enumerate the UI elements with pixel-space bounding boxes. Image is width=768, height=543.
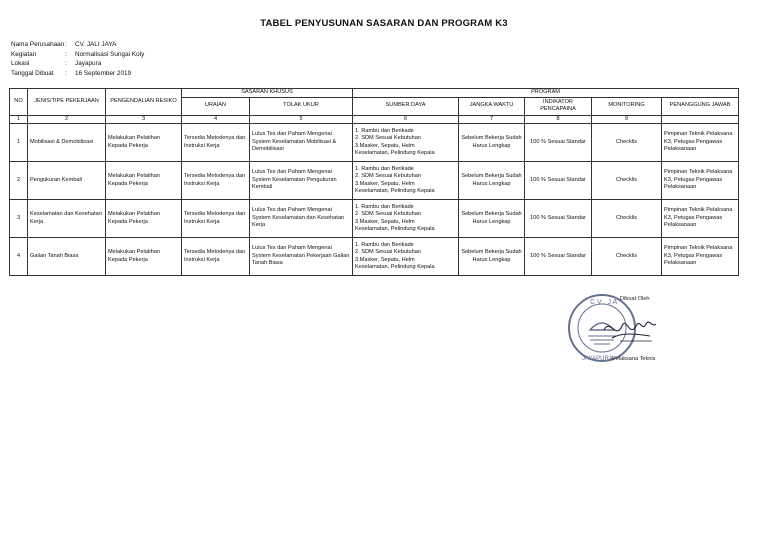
svg-text:C V . J A: C V . J A bbox=[590, 299, 618, 306]
table-row bbox=[10, 162, 739, 200]
sumber-daya-line: Keselamatan, Pelindung Kepala bbox=[355, 264, 435, 271]
cell-indikator: 100 % Sesuai Standar bbox=[525, 238, 592, 276]
sumber-daya-line: 1. Rambu dan Berikade bbox=[355, 241, 414, 248]
header-no: NO bbox=[10, 89, 28, 116]
cell-tolak-ukur: Lulus Tes dan Paham Mengenai System Keselamatan Pengukuran Kembali bbox=[250, 162, 353, 200]
meta-value: Normalisasi Sungai Koly bbox=[75, 50, 145, 58]
meta-label: Nama Perusahaan bbox=[11, 41, 65, 48]
cell-sumber-daya bbox=[353, 200, 459, 238]
meta-label: Kegiatan bbox=[11, 50, 37, 58]
meta-separator: : bbox=[65, 69, 67, 77]
k3-program-table bbox=[9, 88, 739, 276]
header-jangka-waktu: JANGKA WAKTU bbox=[459, 97, 525, 115]
sumber-daya-line: 2. SDM Sesuai Kebutuhan bbox=[355, 135, 421, 142]
header-indikator: INDIKATOR PENCAPAINA bbox=[525, 97, 592, 115]
cell-jangka-waktu: Sebelum Bekerja Sudah Harus Lengkap bbox=[459, 200, 525, 238]
cell-no: 1 bbox=[10, 124, 28, 162]
meta-separator: : bbox=[65, 60, 67, 68]
svg-text:JAYAPURA: JAYAPURA bbox=[582, 356, 613, 362]
sumber-daya-line: 1. Rambu dan Berikade bbox=[355, 127, 414, 134]
cell-penanggung-jawab: Pimpinan Teknik Pelaksana K3, Petugas Pengawas Pelaksanaan bbox=[662, 238, 739, 276]
cell-pengendalian: Melakukan Pelatihan Kepada Pekerja bbox=[106, 162, 182, 200]
meta-company bbox=[11, 40, 144, 50]
meta-activity bbox=[11, 50, 144, 60]
sumber-daya-line: 2. SDM Sesuai Kebutuhan bbox=[355, 173, 421, 180]
column-number: 4 bbox=[182, 115, 250, 124]
sumber-daya-line: 1. Rambu dan Berikade bbox=[355, 165, 414, 172]
header-uraian: URAIAN bbox=[182, 97, 250, 115]
cell-uraian: Tersedia Metodenya dan Instruksi Kerja bbox=[182, 238, 250, 276]
cell-uraian: Tersedia Metodenya dan Instruksi Kerja bbox=[182, 200, 250, 238]
cell-pengendalian: Melakukan Pelatihan Kepada Pekerja bbox=[106, 238, 182, 276]
header-sasaran-khusus: SASARAN KHUSUS bbox=[182, 89, 353, 98]
signature-scribble bbox=[604, 322, 656, 341]
cell-uraian: Tersedia Metodenya dan Instruksi Kerja bbox=[182, 124, 250, 162]
header-jenis: JENIS/TIPE PEKERJAAN bbox=[28, 89, 106, 116]
cell-sumber-daya bbox=[353, 124, 459, 162]
cell-monitoring: Checklis bbox=[592, 124, 662, 162]
signature-made-by: Dibuat Oleh bbox=[620, 296, 650, 302]
sumber-daya-line: 3.Masker, Sepatu, Helm bbox=[355, 256, 415, 263]
meta-label: Tanggal Dibuat bbox=[11, 69, 54, 77]
cell-tolak-ukur: Lulus Tes dan Paham Mengenai System Keselamatan dan Kesehatan Kerja bbox=[250, 200, 353, 238]
meta-value: Jayapura bbox=[75, 60, 102, 68]
meta-separator: : bbox=[65, 41, 67, 48]
cell-penanggung-jawab: Pimpinan Teknik Pelaksana K3, Petugas Pengawas Pelaksanaan bbox=[662, 162, 739, 200]
header-monitoring: MONITORING bbox=[592, 97, 662, 115]
cell-pengendalian: Melakukan Pelatihan Kepada Pekerja bbox=[106, 200, 182, 238]
meta-value: CV. JALI JAYA bbox=[75, 41, 117, 48]
cell-jenis: Keselamatan dan Kesehatan Kerja bbox=[28, 200, 106, 238]
cell-sumber-daya bbox=[353, 238, 459, 276]
cell-indikator: 100 % Sesuai Standar bbox=[525, 200, 592, 238]
cell-uraian: Tersedia Metodenya dan Instruksi Kerja bbox=[182, 162, 250, 200]
cell-jenis: Pengukuran Kembali bbox=[28, 162, 106, 200]
header-pengendalian: PENGENDALIAN RESIKO bbox=[106, 89, 182, 116]
cell-no: 4 bbox=[10, 238, 28, 276]
document-meta bbox=[11, 40, 144, 78]
cell-indikator: 100 % Sesuai Standar bbox=[525, 162, 592, 200]
sumber-daya-line: 2. SDM Sesuai Kebutuhan bbox=[355, 211, 421, 218]
meta-value: 16 September 2019 bbox=[75, 69, 132, 77]
cell-pengendalian: Melakukan Pelatihan Kepada Pekerja bbox=[106, 124, 182, 162]
cell-jangka-waktu: Sebelum Bekerja Sudah Harus Lengkap bbox=[459, 162, 525, 200]
header-group-row bbox=[10, 89, 739, 98]
sumber-daya-line: Keselamatan, Pelindung Kepala bbox=[355, 188, 435, 195]
cell-penanggung-jawab: Pimpinan Teknik Pelaksana K3, Petugas Pengawas Pelaksanaan bbox=[662, 200, 739, 238]
sumber-daya-line: 3.Masker, Sepatu, Helm bbox=[355, 218, 415, 225]
cell-monitoring: Checklis bbox=[592, 162, 662, 200]
sumber-daya-line: Keselamatan, Pelindung Kepala bbox=[355, 226, 435, 233]
meta-date bbox=[11, 69, 144, 79]
column-number: 1 bbox=[10, 115, 28, 124]
cell-tolak-ukur: Lulus Tes dan Paham Mengenai System Keselamatan Pekerjaan Galian Tanah Biasa bbox=[250, 238, 353, 276]
column-number-row bbox=[10, 115, 739, 124]
column-number: 9 bbox=[592, 115, 662, 124]
cell-monitoring: Checklis bbox=[592, 200, 662, 238]
header-tolak-ukur: TOLAK UKUR bbox=[250, 97, 353, 115]
cell-jenis: Galian Tanah Biasa bbox=[28, 238, 106, 276]
cell-no: 2 bbox=[10, 162, 28, 200]
table-row bbox=[10, 200, 739, 238]
column-number: 2 bbox=[28, 115, 106, 124]
meta-location bbox=[11, 59, 144, 69]
cell-jangka-waktu: Sebelum Bekerja Sudah Harus Lengkap bbox=[459, 238, 525, 276]
meta-separator: : bbox=[65, 50, 67, 58]
header-program: PROGRAM bbox=[353, 89, 739, 98]
sumber-daya-line: 2. SDM Sesuai Kebutuhan bbox=[355, 249, 421, 256]
column-number: 5 bbox=[250, 115, 353, 124]
document-title: TABEL PENYUSUNAN SASARAN DAN PROGRAM K3 bbox=[260, 18, 508, 29]
cell-no: 3 bbox=[10, 200, 28, 238]
sumber-daya-line: Keselamatan, Pelindung Kepala bbox=[355, 150, 435, 157]
column-number: 7 bbox=[459, 115, 525, 124]
cell-tolak-ukur: Lulus Tes dan Paham Mengenai System Keselamatan Mobilisasi & Demobilisasi bbox=[250, 124, 353, 162]
cell-sumber-daya bbox=[353, 162, 459, 200]
table-row bbox=[10, 238, 739, 276]
sumber-daya-line: 3.Masker, Sepatu, Helm bbox=[355, 142, 415, 149]
column-number: 3 bbox=[106, 115, 182, 124]
cell-indikator: 100 % Sesuai Standar bbox=[525, 124, 592, 162]
stamp-seal bbox=[569, 295, 635, 362]
cell-jangka-waktu: Sebelum Bekerja Sudah Harus Lengkap bbox=[459, 124, 525, 162]
cell-penanggung-jawab: Pimpinan Teknik Pelaksana K3, Petugas Pengawas Pelaksanaan bbox=[662, 124, 739, 162]
cell-monitoring: Checklis bbox=[592, 238, 662, 276]
sumber-daya-line: 3.Masker, Sepatu, Helm bbox=[355, 180, 415, 187]
header-penanggung-jawab: PENANGGUNG JAWAB bbox=[662, 97, 739, 115]
meta-label: Lokasi bbox=[11, 60, 30, 68]
header-sumber-daya: SUMBER DAYA bbox=[353, 97, 459, 115]
sumber-daya-line: 1. Rambu dan Berikade bbox=[355, 203, 414, 210]
column-number: 6 bbox=[353, 115, 459, 124]
signature-role: Pelaksana Teknis bbox=[612, 356, 656, 362]
cell-jenis: Mobilisasi & Demobilisasi bbox=[28, 124, 106, 162]
table-row bbox=[10, 124, 739, 162]
column-number-blank bbox=[662, 115, 739, 124]
column-number: 8 bbox=[525, 115, 592, 124]
